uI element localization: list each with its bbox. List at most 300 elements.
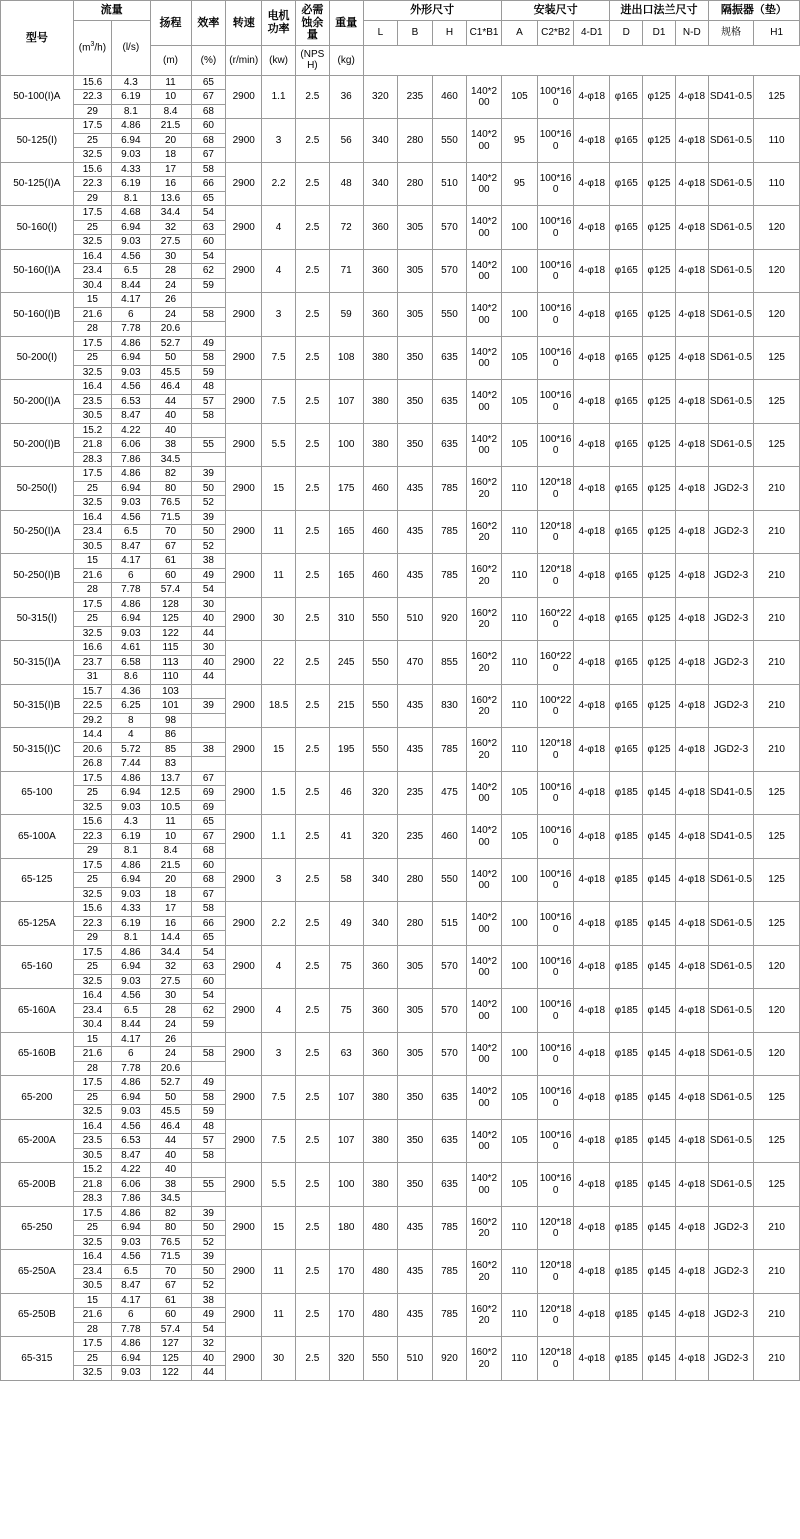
cell-install-A: 110: [501, 1337, 537, 1381]
cell-flange-D: φ165: [610, 293, 643, 337]
cell-outline-H: 550: [432, 119, 467, 163]
cell-npsh: 2.5: [295, 336, 329, 380]
header-efficiency-unit: (%): [191, 45, 226, 75]
cell-outline-B: 235: [398, 771, 433, 815]
cell-outline-L: 380: [363, 336, 398, 380]
cell-efficiency: 39: [191, 467, 226, 482]
header-install-A: A: [501, 20, 537, 45]
cell-flange-D1: φ125: [643, 380, 676, 424]
cell-flange-ND: 4-φ18: [675, 771, 708, 815]
cell-head: 98: [150, 713, 191, 728]
cell-flange-ND: 4-φ18: [675, 728, 708, 772]
cell-flow-ls: 6.19: [112, 90, 150, 105]
cell-flow-m3h: 21.6: [73, 1047, 111, 1062]
cell-head: 44: [150, 394, 191, 409]
cell-outline-L: 320: [363, 771, 398, 815]
cell-head: 24: [150, 1018, 191, 1033]
cell-head: 20.6: [150, 1061, 191, 1076]
cell-flange-D1: φ125: [643, 510, 676, 554]
cell-outline-C1B1: 140*200: [467, 336, 502, 380]
cell-flow-m3h: 15.2: [73, 1163, 111, 1178]
cell-outline-H: 785: [432, 1206, 467, 1250]
cell-efficiency: [191, 452, 226, 467]
cell-vibration-H1: 120: [754, 206, 800, 250]
cell-head: 50: [150, 1090, 191, 1105]
cell-flow-ls: 6: [112, 1047, 150, 1062]
cell-install-C2B2: 120*180: [538, 1337, 574, 1381]
cell-flow-ls: 4.86: [112, 119, 150, 134]
cell-install-A: 110: [501, 510, 537, 554]
cell-speed: 2900: [226, 641, 262, 685]
cell-head: 34.4: [150, 945, 191, 960]
cell-head: 61: [150, 1293, 191, 1308]
cell-outline-H: 515: [432, 902, 467, 946]
cell-install-A: 110: [501, 1206, 537, 1250]
cell-outline-L: 340: [363, 119, 398, 163]
header-outline-B: B: [398, 20, 433, 45]
cell-flow-m3h: 17.5: [73, 771, 111, 786]
table-row: [1, 945, 800, 960]
cell-head: 24: [150, 278, 191, 293]
cell-model: 50-315(I)B: [1, 684, 74, 728]
cell-flow-m3h: 21.8: [73, 438, 111, 453]
table-row: [1, 206, 800, 221]
cell-model: 65-250: [1, 1206, 74, 1250]
cell-efficiency: [191, 423, 226, 438]
cell-head: 34.5: [150, 1192, 191, 1207]
cell-vibration-spec: SD61-0.5: [708, 1163, 754, 1207]
header-vibration: 隔振器（垫）: [708, 1, 799, 21]
cell-flow-ls: 6.06: [112, 438, 150, 453]
cell-flange-D1: φ145: [643, 858, 676, 902]
cell-head: 28: [150, 264, 191, 279]
cell-flange-ND: 4-φ18: [675, 380, 708, 424]
cell-flow-m3h: 32.5: [73, 626, 111, 641]
cell-efficiency: 54: [191, 583, 226, 598]
cell-flow-ls: 4.17: [112, 293, 150, 308]
cell-weight: 100: [329, 423, 363, 467]
cell-flange-ND: 4-φ18: [675, 510, 708, 554]
cell-outline-L: 360: [363, 293, 398, 337]
cell-vibration-H1: 210: [754, 728, 800, 772]
cell-motor-power: 4: [262, 945, 296, 989]
cell-efficiency: [191, 293, 226, 308]
cell-weight: 75: [329, 945, 363, 989]
cell-flow-m3h: 32.5: [73, 496, 111, 511]
cell-flow-ls: 6.19: [112, 916, 150, 931]
cell-model: 65-315: [1, 1337, 74, 1381]
cell-outline-C1B1: 160*220: [467, 510, 502, 554]
cell-flow-ls: 6.5: [112, 1003, 150, 1018]
header-weight: 重量: [329, 1, 363, 46]
table-header: [1, 1, 800, 76]
cell-flow-m3h: 29: [73, 931, 111, 946]
cell-head: 71.5: [150, 510, 191, 525]
cell-efficiency: 59: [191, 1105, 226, 1120]
cell-vibration-H1: 210: [754, 1293, 800, 1337]
cell-install-A: 110: [501, 1293, 537, 1337]
cell-flow-ls: 4.22: [112, 1163, 150, 1178]
cell-flange-D1: φ145: [643, 815, 676, 859]
cell-outline-C1B1: 140*200: [467, 1119, 502, 1163]
cell-speed: 2900: [226, 554, 262, 598]
cell-efficiency: 58: [191, 1047, 226, 1062]
cell-efficiency: 52: [191, 1235, 226, 1250]
header-outline: 外形尺寸: [363, 1, 501, 21]
cell-outline-H: 635: [432, 380, 467, 424]
cell-vibration-spec: SD41-0.5: [708, 771, 754, 815]
cell-head: 32: [150, 220, 191, 235]
cell-install-C2B2: 100*160: [538, 75, 574, 119]
cell-head: 34.5: [150, 452, 191, 467]
cell-flow-ls: 6.58: [112, 655, 150, 670]
cell-motor-power: 3: [262, 1032, 296, 1076]
cell-flow-m3h: 28: [73, 1322, 111, 1337]
cell-vibration-spec: JGD2-3: [708, 1206, 754, 1250]
cell-speed: 2900: [226, 989, 262, 1033]
cell-speed: 2900: [226, 945, 262, 989]
cell-efficiency: 67: [191, 148, 226, 163]
cell-flow-ls: 4.3: [112, 815, 150, 830]
cell-flow-m3h: 15.6: [73, 162, 111, 177]
cell-install-4D1: 4-φ18: [574, 1032, 610, 1076]
cell-vibration-H1: 125: [754, 771, 800, 815]
cell-flow-ls: 6.94: [112, 133, 150, 148]
cell-efficiency: 55: [191, 1177, 226, 1192]
header-npsh: 必需蚀余量: [295, 1, 329, 46]
cell-flow-ls: 4.86: [112, 336, 150, 351]
cell-flange-ND: 4-φ18: [675, 293, 708, 337]
cell-outline-C1B1: 140*200: [467, 1163, 502, 1207]
cell-flange-D1: φ125: [643, 293, 676, 337]
cell-outline-L: 380: [363, 380, 398, 424]
cell-flow-m3h: 17.5: [73, 336, 111, 351]
cell-flow-ls: 4.3: [112, 75, 150, 90]
cell-outline-L: 550: [363, 728, 398, 772]
cell-flow-ls: 4.86: [112, 1206, 150, 1221]
cell-flow-m3h: 25: [73, 220, 111, 235]
cell-outline-L: 360: [363, 249, 398, 293]
cell-flange-ND: 4-φ18: [675, 815, 708, 859]
cell-head: 24: [150, 1047, 191, 1062]
header-flange-ND: N-D: [675, 20, 708, 45]
cell-flange-ND: 4-φ18: [675, 858, 708, 902]
cell-outline-L: 340: [363, 902, 398, 946]
cell-weight: 108: [329, 336, 363, 380]
cell-npsh: 2.5: [295, 119, 329, 163]
cell-flange-ND: 4-φ18: [675, 1250, 708, 1294]
cell-flow-ls: 7.78: [112, 322, 150, 337]
cell-vibration-H1: 210: [754, 641, 800, 685]
cell-efficiency: 30: [191, 597, 226, 612]
cell-flange-D1: φ125: [643, 467, 676, 511]
cell-efficiency: 68: [191, 844, 226, 859]
cell-model: 50-100(I)A: [1, 75, 74, 119]
cell-flange-D: φ185: [610, 945, 643, 989]
cell-outline-C1B1: 140*200: [467, 423, 502, 467]
cell-outline-L: 480: [363, 1206, 398, 1250]
cell-outline-C1B1: 140*200: [467, 945, 502, 989]
header-flow-m3h: $(m^3/h)$: [73, 20, 111, 75]
cell-outline-H: 460: [432, 815, 467, 859]
cell-flange-ND: 4-φ18: [675, 206, 708, 250]
cell-flange-D1: φ145: [643, 989, 676, 1033]
cell-npsh: 2.5: [295, 945, 329, 989]
cell-outline-H: 920: [432, 1337, 467, 1381]
header-weight-unit: (kg): [329, 45, 363, 75]
cell-head: 57.4: [150, 1322, 191, 1337]
cell-flow-m3h: 25: [73, 873, 111, 888]
cell-outline-B: 510: [398, 1337, 433, 1381]
cell-flow-m3h: 25: [73, 133, 111, 148]
header-flange: 进出口法兰尺寸: [610, 1, 708, 21]
cell-install-A: 110: [501, 467, 537, 511]
cell-npsh: 2.5: [295, 684, 329, 728]
table-row: [1, 641, 800, 656]
cell-head: 14.4: [150, 931, 191, 946]
cell-efficiency: 39: [191, 1250, 226, 1265]
cell-install-4D1: 4-φ18: [574, 1250, 610, 1294]
cell-flow-ls: 7.44: [112, 757, 150, 772]
cell-efficiency: 50: [191, 1264, 226, 1279]
cell-install-4D1: 4-φ18: [574, 945, 610, 989]
cell-flange-D: φ165: [610, 380, 643, 424]
cell-outline-C1B1: 160*220: [467, 641, 502, 685]
cell-outline-H: 570: [432, 989, 467, 1033]
cell-efficiency: [191, 713, 226, 728]
cell-head: 24: [150, 307, 191, 322]
cell-efficiency: 40: [191, 1351, 226, 1366]
cell-efficiency: 62: [191, 264, 226, 279]
cell-flow-ls: 7.78: [112, 1061, 150, 1076]
cell-flow-m3h: 23.4: [73, 1264, 111, 1279]
cell-flange-D: φ185: [610, 815, 643, 859]
cell-efficiency: 54: [191, 206, 226, 221]
cell-npsh: 2.5: [295, 989, 329, 1033]
cell-vibration-spec: SD61-0.5: [708, 945, 754, 989]
cell-efficiency: 66: [191, 916, 226, 931]
cell-efficiency: 69: [191, 786, 226, 801]
cell-install-4D1: 4-φ18: [574, 1293, 610, 1337]
cell-flow-m3h: 16.4: [73, 510, 111, 525]
cell-npsh: 2.5: [295, 1032, 329, 1076]
cell-efficiency: 54: [191, 945, 226, 960]
cell-speed: 2900: [226, 162, 262, 206]
cell-efficiency: 32: [191, 1337, 226, 1352]
cell-efficiency: 54: [191, 249, 226, 264]
cell-head: 40: [150, 1163, 191, 1178]
cell-vibration-spec: SD61-0.5: [708, 902, 754, 946]
cell-flange-D1: φ145: [643, 1119, 676, 1163]
cell-install-4D1: 4-φ18: [574, 467, 610, 511]
cell-outline-C1B1: 140*200: [467, 249, 502, 293]
cell-npsh: 2.5: [295, 641, 329, 685]
cell-weight: 170: [329, 1293, 363, 1337]
cell-outline-B: 350: [398, 423, 433, 467]
cell-flow-ls: 6.53: [112, 1134, 150, 1149]
cell-motor-power: 5.5: [262, 1163, 296, 1207]
cell-flow-ls: 6.94: [112, 873, 150, 888]
cell-flow-m3h: 30.5: [73, 1279, 111, 1294]
cell-install-C2B2: 100*160: [538, 945, 574, 989]
cell-head: 26: [150, 293, 191, 308]
cell-flow-ls: 4.56: [112, 989, 150, 1004]
cell-outline-L: 340: [363, 858, 398, 902]
cell-outline-C1B1: 160*220: [467, 728, 502, 772]
cell-install-A: 105: [501, 336, 537, 380]
cell-weight: 71: [329, 249, 363, 293]
cell-model: 50-315(I): [1, 597, 74, 641]
cell-flow-ls: 4.86: [112, 1337, 150, 1352]
cell-model: 65-200B: [1, 1163, 74, 1207]
cell-flange-D: φ165: [610, 423, 643, 467]
cell-flange-ND: 4-φ18: [675, 1032, 708, 1076]
cell-head: 40: [150, 423, 191, 438]
cell-head: 10.5: [150, 800, 191, 815]
header-spacer: [363, 45, 799, 75]
cell-speed: 2900: [226, 1206, 262, 1250]
cell-install-A: 110: [501, 554, 537, 598]
cell-flange-D1: φ125: [643, 728, 676, 772]
cell-install-4D1: 4-φ18: [574, 641, 610, 685]
cell-head: 60: [150, 1308, 191, 1323]
cell-speed: 2900: [226, 771, 262, 815]
cell-install-C2B2: 120*180: [538, 1206, 574, 1250]
cell-head: 21.5: [150, 858, 191, 873]
cell-motor-power: 15: [262, 1206, 296, 1250]
cell-motor-power: 30: [262, 597, 296, 641]
cell-speed: 2900: [226, 467, 262, 511]
cell-flow-ls: 4.56: [112, 249, 150, 264]
cell-install-C2B2: 100*160: [538, 249, 574, 293]
cell-outline-L: 550: [363, 597, 398, 641]
cell-flange-D1: φ145: [643, 1076, 676, 1120]
cell-efficiency: 65: [191, 815, 226, 830]
cell-motor-power: 11: [262, 1293, 296, 1337]
cell-flange-D: φ165: [610, 336, 643, 380]
cell-outline-H: 785: [432, 1250, 467, 1294]
cell-model: 65-160: [1, 945, 74, 989]
cell-flange-ND: 4-φ18: [675, 162, 708, 206]
cell-flange-D1: φ145: [643, 1250, 676, 1294]
cell-flow-m3h: 32.5: [73, 235, 111, 250]
cell-vibration-H1: 125: [754, 336, 800, 380]
cell-flow-ls: 9.03: [112, 235, 150, 250]
cell-efficiency: 57: [191, 394, 226, 409]
header-outline-H: H: [432, 20, 467, 45]
cell-head: 12.5: [150, 786, 191, 801]
cell-outline-L: 380: [363, 1163, 398, 1207]
cell-flow-m3h: 16.4: [73, 249, 111, 264]
cell-vibration-spec: JGD2-3: [708, 728, 754, 772]
cell-flow-m3h: 30.4: [73, 278, 111, 293]
header-outline-C1B1: C1*B1: [467, 20, 502, 45]
cell-speed: 2900: [226, 293, 262, 337]
cell-vibration-H1: 210: [754, 684, 800, 728]
cell-efficiency: 54: [191, 989, 226, 1004]
cell-flow-ls: 6.25: [112, 699, 150, 714]
header-efficiency: 效率: [191, 1, 226, 46]
cell-outline-B: 470: [398, 641, 433, 685]
cell-outline-C1B1: 160*220: [467, 467, 502, 511]
cell-efficiency: [191, 1061, 226, 1076]
cell-flow-ls: 4.22: [112, 423, 150, 438]
cell-efficiency: 58: [191, 1148, 226, 1163]
cell-flange-ND: 4-φ18: [675, 1206, 708, 1250]
cell-install-A: 105: [501, 771, 537, 815]
cell-outline-B: 435: [398, 728, 433, 772]
cell-weight: 195: [329, 728, 363, 772]
cell-head: 10: [150, 829, 191, 844]
cell-install-4D1: 4-φ18: [574, 206, 610, 250]
cell-flow-m3h: 23.5: [73, 394, 111, 409]
cell-flow-ls: 7.86: [112, 452, 150, 467]
cell-outline-L: 460: [363, 510, 398, 554]
cell-flange-ND: 4-φ18: [675, 249, 708, 293]
header-speed-unit: (r/min): [226, 45, 262, 75]
cell-outline-C1B1: 160*220: [467, 1337, 502, 1381]
table-row: [1, 423, 800, 438]
cell-install-A: 110: [501, 728, 537, 772]
table-row: [1, 858, 800, 873]
cell-flow-ls: 6: [112, 1308, 150, 1323]
cell-flange-D1: φ145: [643, 1032, 676, 1076]
cell-outline-C1B1: 140*200: [467, 815, 502, 859]
cell-flow-m3h: 23.4: [73, 1003, 111, 1018]
table-row: [1, 510, 800, 525]
cell-flow-ls: 8.47: [112, 1148, 150, 1163]
cell-efficiency: 48: [191, 380, 226, 395]
cell-vibration-H1: 110: [754, 162, 800, 206]
cell-efficiency: 58: [191, 902, 226, 917]
cell-flange-ND: 4-φ18: [675, 1076, 708, 1120]
cell-outline-L: 380: [363, 1076, 398, 1120]
table-row: [1, 728, 800, 743]
cell-outline-C1B1: 140*200: [467, 1032, 502, 1076]
cell-vibration-H1: 125: [754, 1076, 800, 1120]
cell-flow-m3h: 25: [73, 481, 111, 496]
cell-weight: 75: [329, 989, 363, 1033]
cell-head: 60: [150, 568, 191, 583]
cell-flow-ls: 6.5: [112, 525, 150, 540]
cell-flow-ls: 9.03: [112, 1105, 150, 1120]
cell-outline-B: 280: [398, 902, 433, 946]
cell-flow-ls: 4.33: [112, 902, 150, 917]
cell-npsh: 2.5: [295, 1206, 329, 1250]
cell-motor-power: 3: [262, 858, 296, 902]
cell-speed: 2900: [226, 1163, 262, 1207]
cell-model: 65-125: [1, 858, 74, 902]
cell-weight: 100: [329, 1163, 363, 1207]
cell-flange-D: φ185: [610, 1293, 643, 1337]
cell-model: 65-200A: [1, 1119, 74, 1163]
cell-install-C2B2: 120*180: [538, 554, 574, 598]
cell-npsh: 2.5: [295, 902, 329, 946]
cell-head: 40: [150, 409, 191, 424]
cell-vibration-H1: 125: [754, 858, 800, 902]
cell-flow-m3h: 23.5: [73, 1134, 111, 1149]
cell-outline-C1B1: 140*200: [467, 858, 502, 902]
cell-flow-m3h: 17.5: [73, 1076, 111, 1091]
cell-head: 30: [150, 249, 191, 264]
table-row: [1, 249, 800, 264]
cell-install-A: 105: [501, 1163, 537, 1207]
cell-efficiency: 30: [191, 641, 226, 656]
cell-flow-ls: 6.94: [112, 481, 150, 496]
cell-weight: 63: [329, 1032, 363, 1076]
cell-flange-D1: φ125: [643, 206, 676, 250]
cell-install-4D1: 4-φ18: [574, 902, 610, 946]
